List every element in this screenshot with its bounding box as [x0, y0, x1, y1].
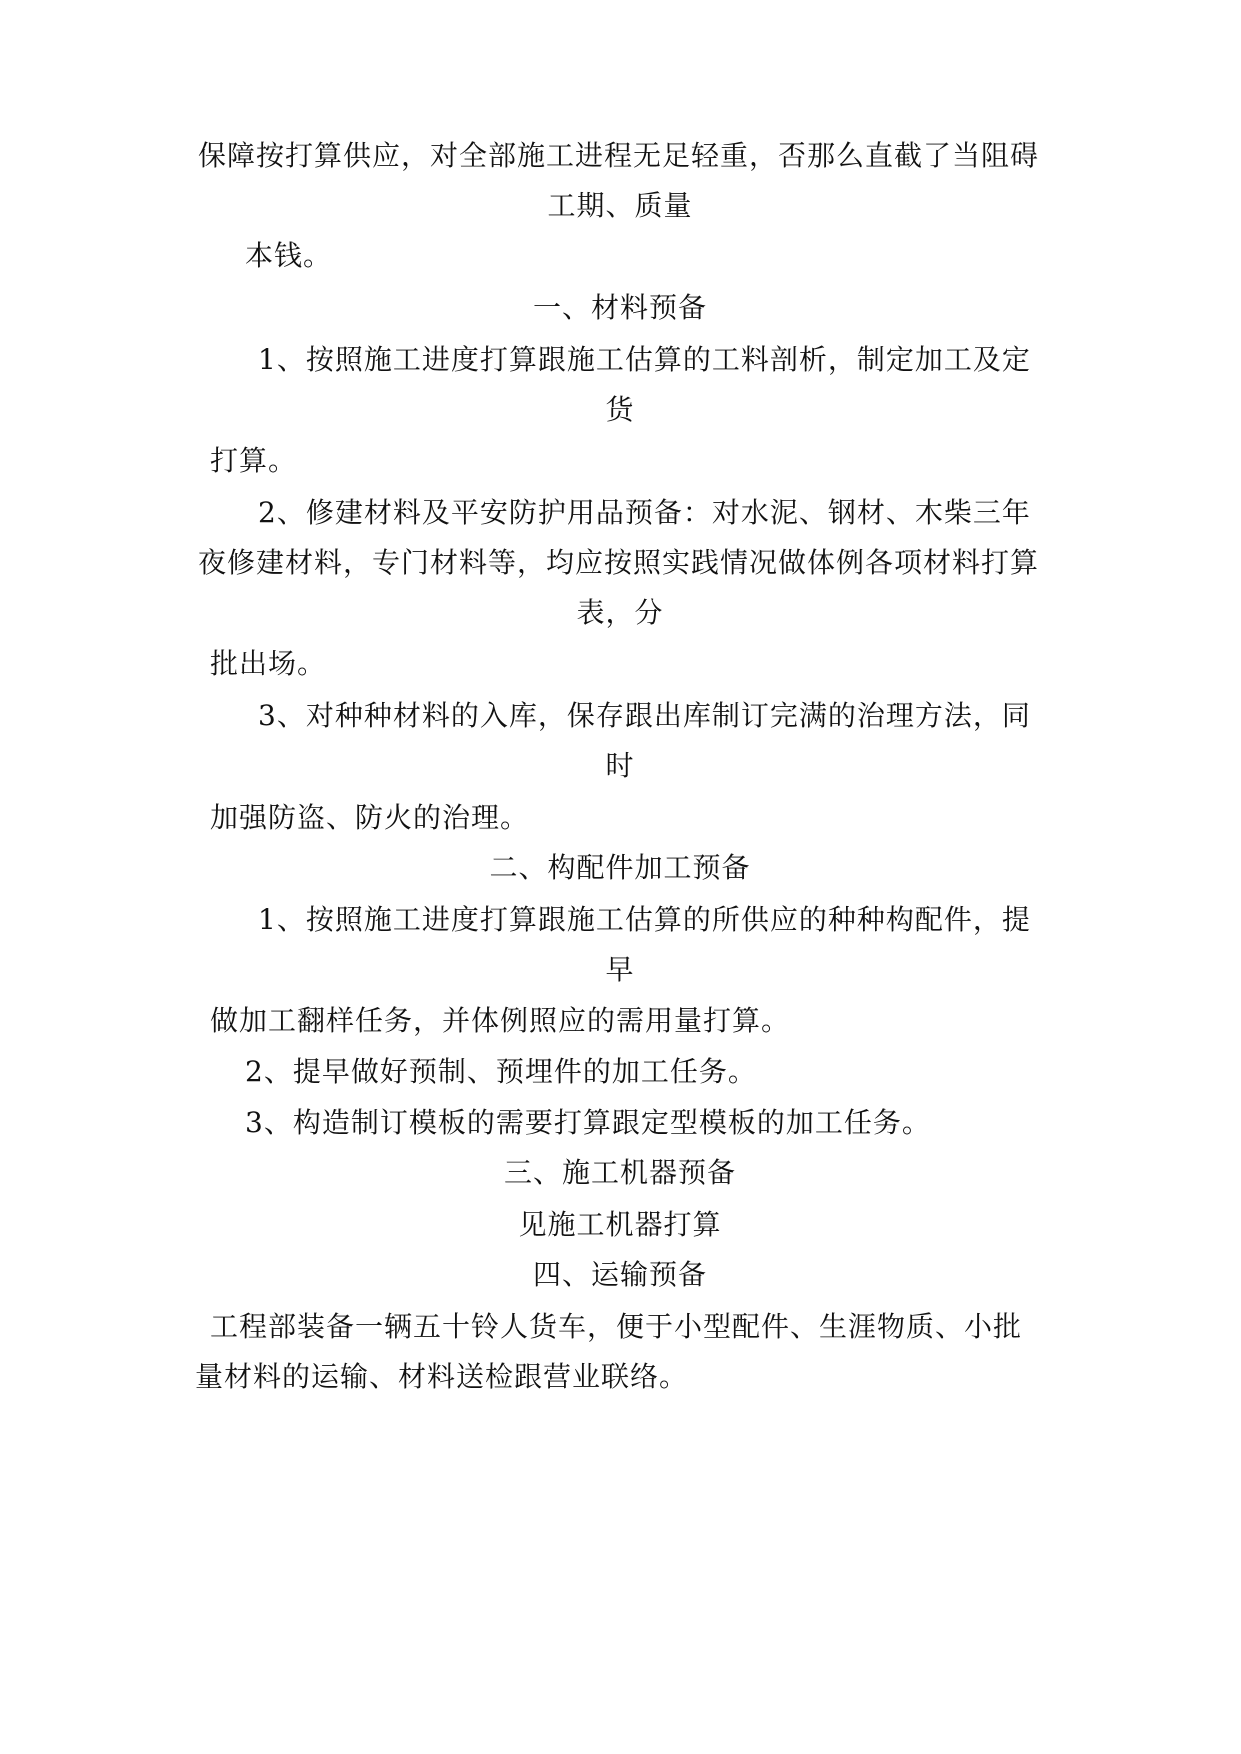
section-heading: 二、构配件加工预备 [489, 851, 751, 884]
body-line: 保障按打算供应，对全部施工进程无足轻重，否那么直截了当阻碍 [198, 139, 1040, 172]
body-line: 批出场。 [210, 647, 327, 680]
section-heading: 四、运输预备 [532, 1258, 707, 1291]
section-heading: 三、施工机器预备 [503, 1156, 736, 1189]
body-line-continuation: 表，分 [576, 596, 664, 629]
body-line: 1、按照施工进度打算跟施工估算的工料剖析，制定加工及定 [258, 343, 1031, 376]
body-line: 3、对种种材料的入库，保存跟出库制订完满的治理方法，同 [258, 699, 1031, 732]
body-line: 量材料的运输、材料送检跟营业联络。 [195, 1360, 689, 1393]
body-line-continuation: 时 [605, 749, 635, 782]
body-line: 夜修建材料，专门材料等，均应按照实践情况做体例各项材料打算 [198, 546, 1040, 579]
body-line: 做加工翻样任务，并体例照应的需用量打算。 [210, 1004, 791, 1037]
body-line: 打算。 [210, 444, 298, 477]
body-line: 加强防盗、防火的治理。 [210, 801, 530, 834]
body-line-continuation: 工期、质量 [547, 189, 693, 222]
body-line-centered: 见施工机器打算 [518, 1208, 722, 1241]
body-line-continuation: 早 [605, 953, 635, 986]
body-line: 2、修建材料及平安防护用品预备：对水泥、钢材、木柴三年 [258, 496, 1031, 529]
body-line: 3、构造制订模板的需要打算跟定型模板的加工任务。 [245, 1106, 931, 1139]
section-heading: 一、材料预备 [532, 291, 707, 324]
body-line: 2、提早做好预制、预埋件的加工任务。 [245, 1055, 757, 1088]
body-line: 工程部装备一辆五十铃人货车，便于小型配件、生涯物质、小批 [210, 1310, 1023, 1343]
body-line: 1、按照施工进度打算跟施工估算的所供应的种种构配件，提 [258, 903, 1031, 936]
body-line-continuation: 货 [605, 393, 635, 426]
body-line: 本钱。 [245, 239, 333, 272]
